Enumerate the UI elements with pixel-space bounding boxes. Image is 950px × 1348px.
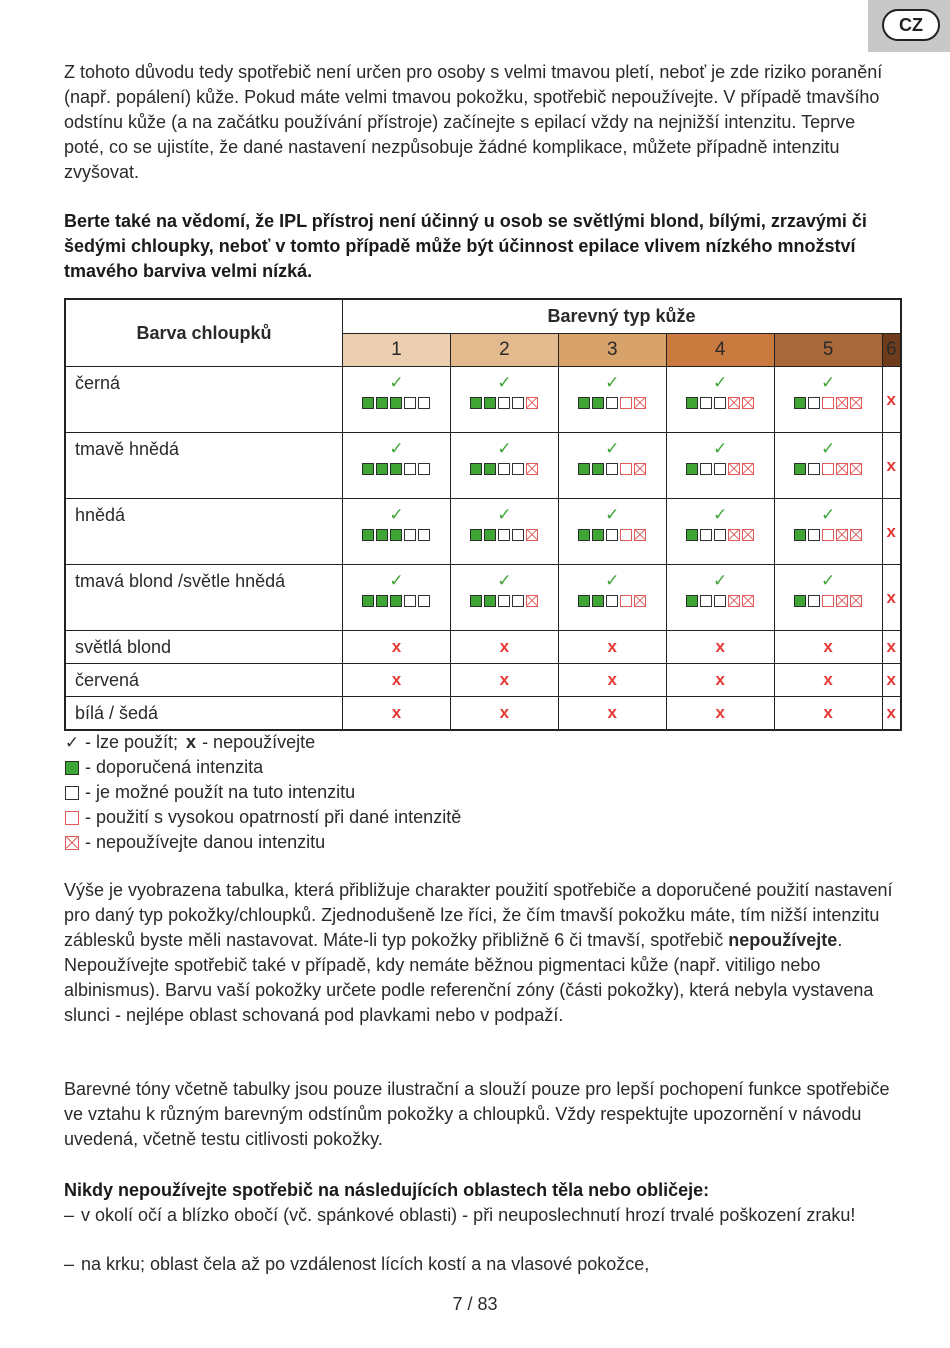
page-number: 7 / 83: [452, 1294, 498, 1314]
green-box-icon: [484, 463, 496, 475]
white-box-icon: [808, 595, 820, 607]
crossed-box-icon: [526, 529, 538, 541]
check-icon: ✓: [497, 571, 512, 590]
crossed-box-icon: [526, 463, 538, 475]
skin-type-header: Barevný typ kůže: [343, 299, 902, 333]
intensity-cell: [666, 433, 774, 499]
crossed-box-icon: [65, 836, 79, 850]
green-box-icon: [794, 397, 806, 409]
crossed-box-icon: [742, 529, 754, 541]
white-box-icon: [808, 463, 820, 475]
legend-white-text: - je možné použít na tuto intenzitu: [85, 782, 356, 802]
crossed-box-icon: [634, 463, 646, 475]
check-icon: ✓: [820, 571, 836, 590]
green-box-icon: [592, 397, 604, 409]
check-icon: ✓: [497, 373, 512, 392]
crossed-box-icon: [728, 397, 740, 409]
list-item: – na krku; oblast čela až po vzdálenost lících kostí a na vlasové pokožce,: [64, 1254, 650, 1274]
white-box-icon: [512, 463, 524, 475]
white-box-icon: [700, 529, 712, 541]
check-icon: ✓: [605, 571, 620, 590]
red-box-icon: [822, 463, 834, 475]
green-box-icon: [470, 529, 482, 541]
hair-color-label: tmavě hnědá: [65, 433, 343, 499]
hair-color-label: bílá / šedá: [65, 697, 343, 731]
green-box-icon: [578, 397, 590, 409]
check-icon: ✓: [605, 373, 620, 392]
crossed-box-icon: [728, 595, 740, 607]
green-box-icon: [578, 595, 590, 607]
crossed-box-icon: [836, 529, 848, 541]
crossed-box-icon: [836, 397, 848, 409]
table-row: [65, 664, 901, 697]
crossed-box-icon: [836, 595, 848, 607]
x-icon: x: [666, 697, 774, 731]
check-icon: ✓: [389, 439, 404, 458]
green-box-icon: [390, 595, 402, 607]
white-box-icon: [404, 529, 416, 541]
crossed-box-icon: [742, 595, 754, 607]
check-icon: ✓: [64, 733, 80, 752]
white-box-icon: [606, 529, 618, 541]
crossed-box-icon: [634, 595, 646, 607]
green-box-icon: [470, 463, 482, 475]
hair-color-header: Barva chloupků: [65, 299, 343, 367]
intensity-cell: [558, 433, 666, 499]
white-box-icon: [65, 786, 79, 800]
crossed-box-icon: [836, 463, 848, 475]
language-badge: CZ: [882, 9, 940, 41]
legend-item-white: [64, 780, 461, 805]
red-box-icon: [822, 529, 834, 541]
x-icon: x: [343, 697, 451, 731]
hair-color-label: černá: [65, 367, 343, 433]
check-icon: ✓: [713, 571, 728, 590]
green-box-icon: [592, 529, 604, 541]
explanation-paragraph: Výše je vyobrazena tabulka, která přibližuje charakter použití spotřebiče a doporučené použití nastavení pro daný typ pokožky/chloupků. Zjednodušeně lze říci, že čím tmavší pokožku máte, tím nižší intenzitu záblesků byste měli nastavovat. Máte-li typ pokožky přibližně 6 či tmavší, spotřebič nepoužívejte. Nepoužívejte spotřebič také v případě, kdy nemáte běžnou pigmentaci kůže (např. vitiligo nebo albinismus). Barvu vaší pokožky určete podle referenční zóny (části pokožky), která nebyla vystavena slunci - nejlépe oblast schovaná pod plavkami nebo v podpaží.: [64, 880, 893, 1025]
green-box-icon: [390, 529, 402, 541]
white-box-icon: [404, 463, 416, 475]
legend-check-text: - lze použít;: [85, 732, 179, 752]
green-box-icon: [578, 463, 590, 475]
intensity-cell: [450, 433, 558, 499]
intensity-cell: [343, 367, 451, 433]
green-box-icon: [484, 595, 496, 607]
intensity-cell: [343, 565, 451, 631]
white-box-icon: [418, 529, 430, 541]
hair-color-label: červená: [65, 664, 343, 697]
red-box-icon: [620, 529, 632, 541]
intensity-cell: [450, 499, 558, 565]
white-box-icon: [700, 463, 712, 475]
green-box-icon: [794, 595, 806, 607]
white-box-icon: [418, 463, 430, 475]
green-box-icon: [362, 397, 374, 409]
red-box-icon: [620, 397, 632, 409]
legend: [64, 730, 461, 855]
green-box-icon: [390, 463, 402, 475]
hair-color-label: světlá blond: [65, 631, 343, 664]
check-icon: ✓: [497, 505, 512, 524]
green-box-icon: [794, 529, 806, 541]
x-icon: x: [882, 664, 901, 697]
check-icon: ✓: [820, 373, 836, 392]
skin-hair-table: [64, 298, 902, 731]
legend-x-text: - nepoužívejte: [202, 732, 316, 752]
white-box-icon: [498, 397, 510, 409]
white-box-icon: [808, 529, 820, 541]
green-box-icon: [65, 761, 79, 775]
table-row: [65, 367, 901, 433]
table-row: [65, 631, 901, 664]
x-icon: x: [558, 664, 666, 697]
white-box-icon: [404, 595, 416, 607]
table-row: [65, 499, 901, 565]
green-box-icon: [362, 529, 374, 541]
intensity-cell: [666, 565, 774, 631]
green-box-icon: [362, 463, 374, 475]
white-box-icon: [404, 397, 416, 409]
red-box-icon: [65, 811, 79, 825]
intensity-cell: [450, 565, 558, 631]
x-icon: x: [666, 631, 774, 664]
skin-type-2: 2: [450, 333, 558, 367]
x-icon: x: [882, 631, 901, 664]
check-icon: ✓: [389, 571, 404, 590]
intensity-cell: [774, 565, 882, 631]
green-box-icon: [686, 529, 698, 541]
green-box-icon: [592, 463, 604, 475]
crossed-box-icon: [850, 463, 862, 475]
white-box-icon: [512, 595, 524, 607]
language-tab: [868, 0, 950, 52]
intensity-cell: [558, 565, 666, 631]
check-icon: ✓: [713, 505, 728, 524]
x-icon: x: [343, 631, 451, 664]
check-icon: ✓: [820, 505, 836, 524]
crossed-box-icon: [728, 529, 740, 541]
table-row: [65, 433, 901, 499]
intensity-cell: [774, 499, 882, 565]
warning-paragraph: Berte také na vědomí, že IPL přístroj není účinný u osob se světlými blond, bílými, zrzavými či šedými chloupky, neboť v tomto případě může být účinnost epilace vlivem nízkého množství tmavého barviva velmi nízká.: [64, 211, 867, 281]
crossed-box-icon: [728, 463, 740, 475]
green-box-icon: [362, 595, 374, 607]
green-box-icon: [592, 595, 604, 607]
white-box-icon: [700, 397, 712, 409]
never-use-heading: Nikdy nepoužívejte spotřebič na následujících oblastech těla nebo obličeje:: [64, 1180, 710, 1200]
legend-item-usage: [64, 730, 461, 755]
x-icon: x: [450, 664, 558, 697]
red-box-icon: [620, 595, 632, 607]
green-box-icon: [470, 397, 482, 409]
check-icon: ✓: [389, 505, 404, 524]
intensity-cell: [343, 433, 451, 499]
illustration-note-paragraph: Barevné tóny včetně tabulky jsou pouze ilustrační a slouží pouze pro lepší pochopení funkce spotřebiče ve vztahu k různým barevným odstínům pokožky a chloupků. Vždy respektujte upozornění v návodu uvedená, včetně testu citlivosti pokožky.: [64, 1079, 890, 1149]
white-box-icon: [512, 529, 524, 541]
white-box-icon: [498, 595, 510, 607]
white-box-icon: [512, 397, 524, 409]
x-icon: x: [558, 697, 666, 731]
green-box-icon: [376, 595, 388, 607]
check-icon: ✓: [820, 439, 836, 458]
skin-type-5: 5: [774, 333, 882, 367]
skin-type-1: 1: [343, 333, 451, 367]
check-icon: ✓: [497, 439, 512, 458]
green-box-icon: [484, 529, 496, 541]
check-icon: ✓: [389, 373, 404, 392]
white-box-icon: [714, 463, 726, 475]
list-item: – v okolí očí a blízko obočí (vč. spánkové oblasti) - při neuposlechnutí hrozí trvalé poškození zraku!: [64, 1205, 856, 1225]
x-icon: x: [558, 631, 666, 664]
intensity-cell: [774, 367, 882, 433]
green-box-icon: [484, 397, 496, 409]
x-icon: x: [774, 697, 882, 731]
green-box-icon: [686, 463, 698, 475]
x-icon: x: [882, 697, 901, 731]
legend-item-red: [64, 805, 461, 830]
x-icon: x: [450, 697, 558, 731]
hair-color-label: hnědá: [65, 499, 343, 565]
red-box-icon: [822, 397, 834, 409]
green-box-icon: [794, 463, 806, 475]
white-box-icon: [606, 397, 618, 409]
red-box-icon: [620, 463, 632, 475]
x-icon: x: [774, 631, 882, 664]
skin-type-6: 6: [882, 333, 901, 367]
white-box-icon: [700, 595, 712, 607]
skin-type-3: 3: [558, 333, 666, 367]
white-box-icon: [606, 595, 618, 607]
green-box-icon: [470, 595, 482, 607]
x-icon: x: [450, 631, 558, 664]
white-box-icon: [498, 463, 510, 475]
check-icon: ✓: [605, 439, 620, 458]
x-icon: x: [882, 565, 901, 631]
green-box-icon: [686, 595, 698, 607]
green-box-icon: [390, 397, 402, 409]
white-box-icon: [606, 463, 618, 475]
x-icon: x: [774, 664, 882, 697]
legend-green-text: - doporučená intenzita: [85, 757, 264, 777]
crossed-box-icon: [850, 397, 862, 409]
table-row: [65, 697, 901, 731]
crossed-box-icon: [526, 595, 538, 607]
x-icon: x: [882, 499, 901, 565]
white-box-icon: [418, 397, 430, 409]
hair-color-label: tmavá blond /světle hnědá: [65, 565, 343, 631]
crossed-box-icon: [850, 529, 862, 541]
x-icon: x: [343, 664, 451, 697]
intensity-cell: [450, 367, 558, 433]
white-box-icon: [714, 529, 726, 541]
intensity-cell: [558, 499, 666, 565]
table-row: [65, 565, 901, 631]
intensity-cell: [666, 367, 774, 433]
green-box-icon: [376, 463, 388, 475]
x-icon: x: [882, 433, 901, 499]
x-icon: x: [882, 367, 901, 433]
intro-paragraph: Z tohoto důvodu tedy spotřebič není určen pro osoby s velmi tmavou pletí, neboť je zde riziko poranění (např. popálení) kůže. Pokud máte velmi tmavou pokožku, spotřebič nepoužívejte. V případě tmavšího odstínu kůže (a na začátku používání přístroje) začínejte s epilací vždy na nejnižší intenzitu. Teprve poté, co se ujistíte, že dané nastavení nezpůsobuje žádné komplikace, můžete případně intenzitu zvyšovat.: [64, 62, 883, 182]
intensity-cell: [343, 499, 451, 565]
skin-type-4: 4: [666, 333, 774, 367]
check-icon: ✓: [605, 505, 620, 524]
green-box-icon: [376, 529, 388, 541]
crossed-box-icon: [634, 397, 646, 409]
white-box-icon: [808, 397, 820, 409]
x-icon: x: [186, 732, 197, 752]
legend-red-text: - použití s vysokou opatrností při dané intenzitě: [85, 807, 462, 827]
crossed-box-icon: [850, 595, 862, 607]
white-box-icon: [714, 595, 726, 607]
crossed-box-icon: [634, 529, 646, 541]
legend-item-redx: [64, 830, 461, 855]
legend-redx-text: - nepoužívejte danou intenzitu: [85, 832, 326, 852]
green-box-icon: [376, 397, 388, 409]
red-box-icon: [822, 595, 834, 607]
check-icon: ✓: [713, 373, 728, 392]
intensity-cell: [666, 499, 774, 565]
crossed-box-icon: [742, 397, 754, 409]
crossed-box-icon: [742, 463, 754, 475]
legend-item-green: [64, 755, 461, 780]
check-icon: ✓: [713, 439, 728, 458]
white-box-icon: [418, 595, 430, 607]
white-box-icon: [714, 397, 726, 409]
crossed-box-icon: [526, 397, 538, 409]
intensity-cell: [558, 367, 666, 433]
green-box-icon: [686, 397, 698, 409]
green-box-icon: [578, 529, 590, 541]
x-icon: x: [666, 664, 774, 697]
intensity-cell: [774, 433, 882, 499]
white-box-icon: [498, 529, 510, 541]
